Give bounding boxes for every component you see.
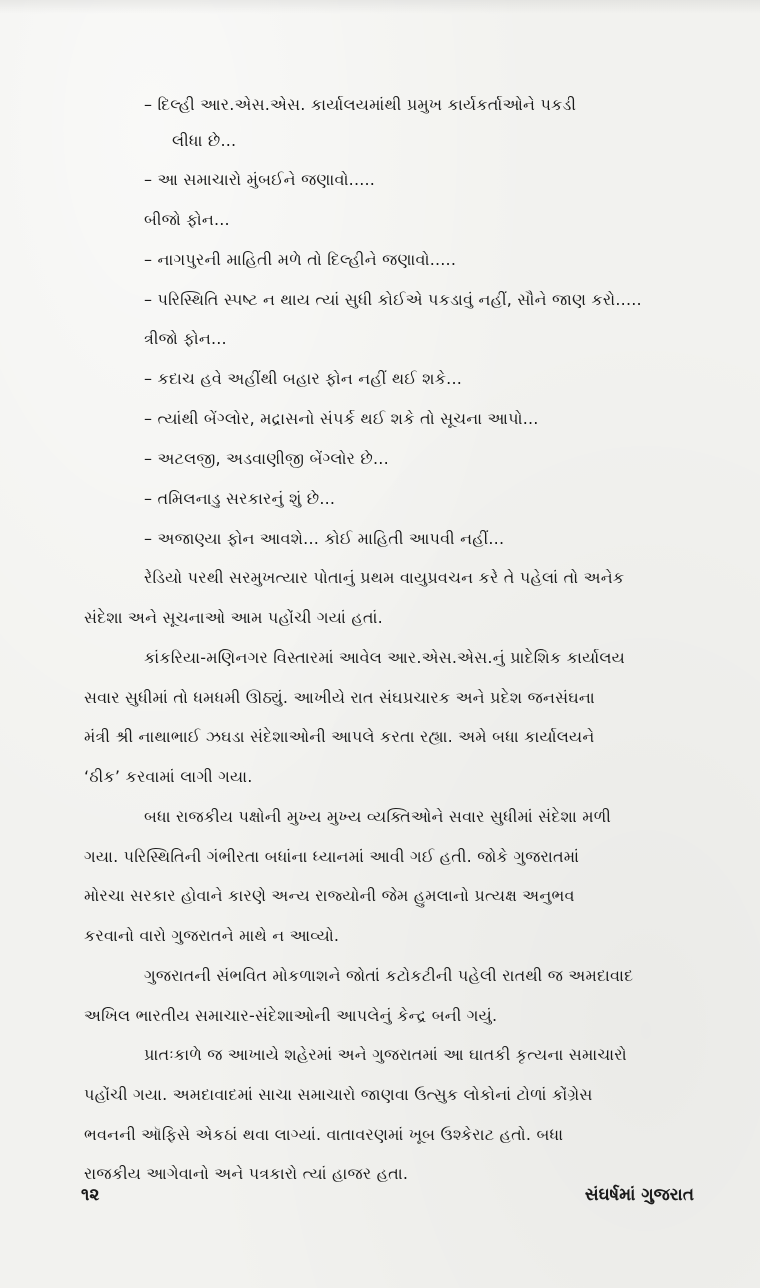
text-line: – ત્યાંથી બેંગ્લોર, મદ્રાસનો સંપર્ક થઈ શકે તો સૂચના આપો... xyxy=(144,409,539,428)
text-line: રેડિયો પરથી સરમુખત્યાર પોતાનું પ્રથમ વાયુપ્રવચન કરે તે પહેલાં તો અનેક xyxy=(144,568,625,587)
text-line: સંદેશા અને સૂચનાઓ આમ પહોંચી ગયાં હતાં. xyxy=(84,608,383,627)
text-line: મંત્રી શ્રી નાથાભાઈ ઝઘડા સંદેશાઓની આપલે કરતા રહ્યા. અમે બધા કાર્યાલયને xyxy=(84,727,595,746)
text-line: – દિલ્હી આર.એસ.એસ. કાર્યાલયમાંથી પ્રમુખ કાર્યકર્તાઓને પકડી xyxy=(144,95,577,114)
text-line: – કદાચ હવે અહીંથી બહાર ફોન નહીં થઈ શકે... xyxy=(144,369,463,388)
text-line: ભવનની ઑફિસે એકઠાં થવા લાગ્યાં. વાતાવરણમાં ખૂબ ઉશ્કેરાટ હતો. બધા xyxy=(84,1125,564,1144)
text-line: પ્રાતઃકાળે જ આખાયે શહેરમાં અને ગુજરાતમાં આ ઘાતકી કૃત્યના સમાચારો xyxy=(144,1045,627,1064)
text-line: પહોંચી ગયા. અમદાવાદમાં સાચા સમાચારો જાણવા ઉત્સુક લોકોનાં ટોળાં કોંગ્રેસ xyxy=(84,1085,593,1104)
book-title: સંઘર્ષમાં ગુજરાત xyxy=(584,1185,694,1205)
text-line: ત્રીજો ફોન... xyxy=(144,329,227,348)
text-line: ગુજરાતની સંભવિત મોકળાશને જોતાં કટોકટીની પહેલી રાતથી જ અમદાવાદ xyxy=(144,966,634,985)
text-line: લીધા છે... xyxy=(172,131,237,150)
text-line: બધા રાજકીય પક્ષોની મુખ્ય મુખ્ય વ્યક્તિઓને સવાર સુધીમાં સંદેશા મળી xyxy=(144,807,611,826)
text-line: – અજાણ્યા ફોન આવશે... કોઈ માહિતી આપવી નહીં... xyxy=(144,529,505,548)
text-line: સવાર સુધીમાં તો ધમધમી ઊઠ્યું. આખીયે રાત સંઘપ્રચારક અને પ્રદેશ જનસંઘના xyxy=(84,688,595,707)
text-line: કરવાનો વારો ગુજરાતને માથે ન આવ્યો. xyxy=(84,926,340,945)
page-number: ૧૨ xyxy=(81,1185,100,1205)
text-line: અખિલ ભારતીય સમાચાર-સંદેશાઓની આપલેનું કેન્દ્ર બની ગયું. xyxy=(84,1006,498,1025)
text-line: રાજકીય આગેવાનો અને પત્રકારો ત્યાં હાજર હતા. xyxy=(84,1164,409,1183)
text-line: બીજો ફોન... xyxy=(144,210,230,229)
text-line: મોરચા સરકાર હોવાને કારણે અન્ય રાજ્યોની જેમ હુમલાનો પ્રત્યક્ષ અનુભવ xyxy=(84,886,575,905)
text-line: ગયા. પરિસ્થિતિની ગંભીરતા બધાંના ધ્યાનમાં આવી ગઈ હતી. જોકે ગુજરાતમાં xyxy=(84,847,580,866)
text-line: – આ સમાચારો મુંબઈને જણાવો..... xyxy=(144,170,376,189)
text-line: – પરિસ્થિતિ સ્પષ્ટ ન થાય ત્યાં સુધી કોઈએ પકડાવું નહીં, સૌને જાણ કરો..... xyxy=(144,290,642,309)
page-footer xyxy=(0,1183,760,1207)
text-line: કાંકરિયા-મણિનગર વિસ્તારમાં આવેલ આર.એસ.એસ.નું પ્રાદેશિક કાર્યાલય xyxy=(144,648,625,667)
text-line: ‘ઠીક’ કરવામાં લાગી ગયા. xyxy=(84,767,253,786)
text-line: – નાગપુરની માહિતી મળે તો દિલ્હીને જણાવો..... xyxy=(144,250,457,269)
text-line: – તમિલનાડુ સરકારનું શું છે... xyxy=(144,489,336,508)
page-top-edge xyxy=(0,0,760,14)
text-line: – અટલજી, અડવાણીજી બેંગ્લોર છે... xyxy=(144,449,389,468)
